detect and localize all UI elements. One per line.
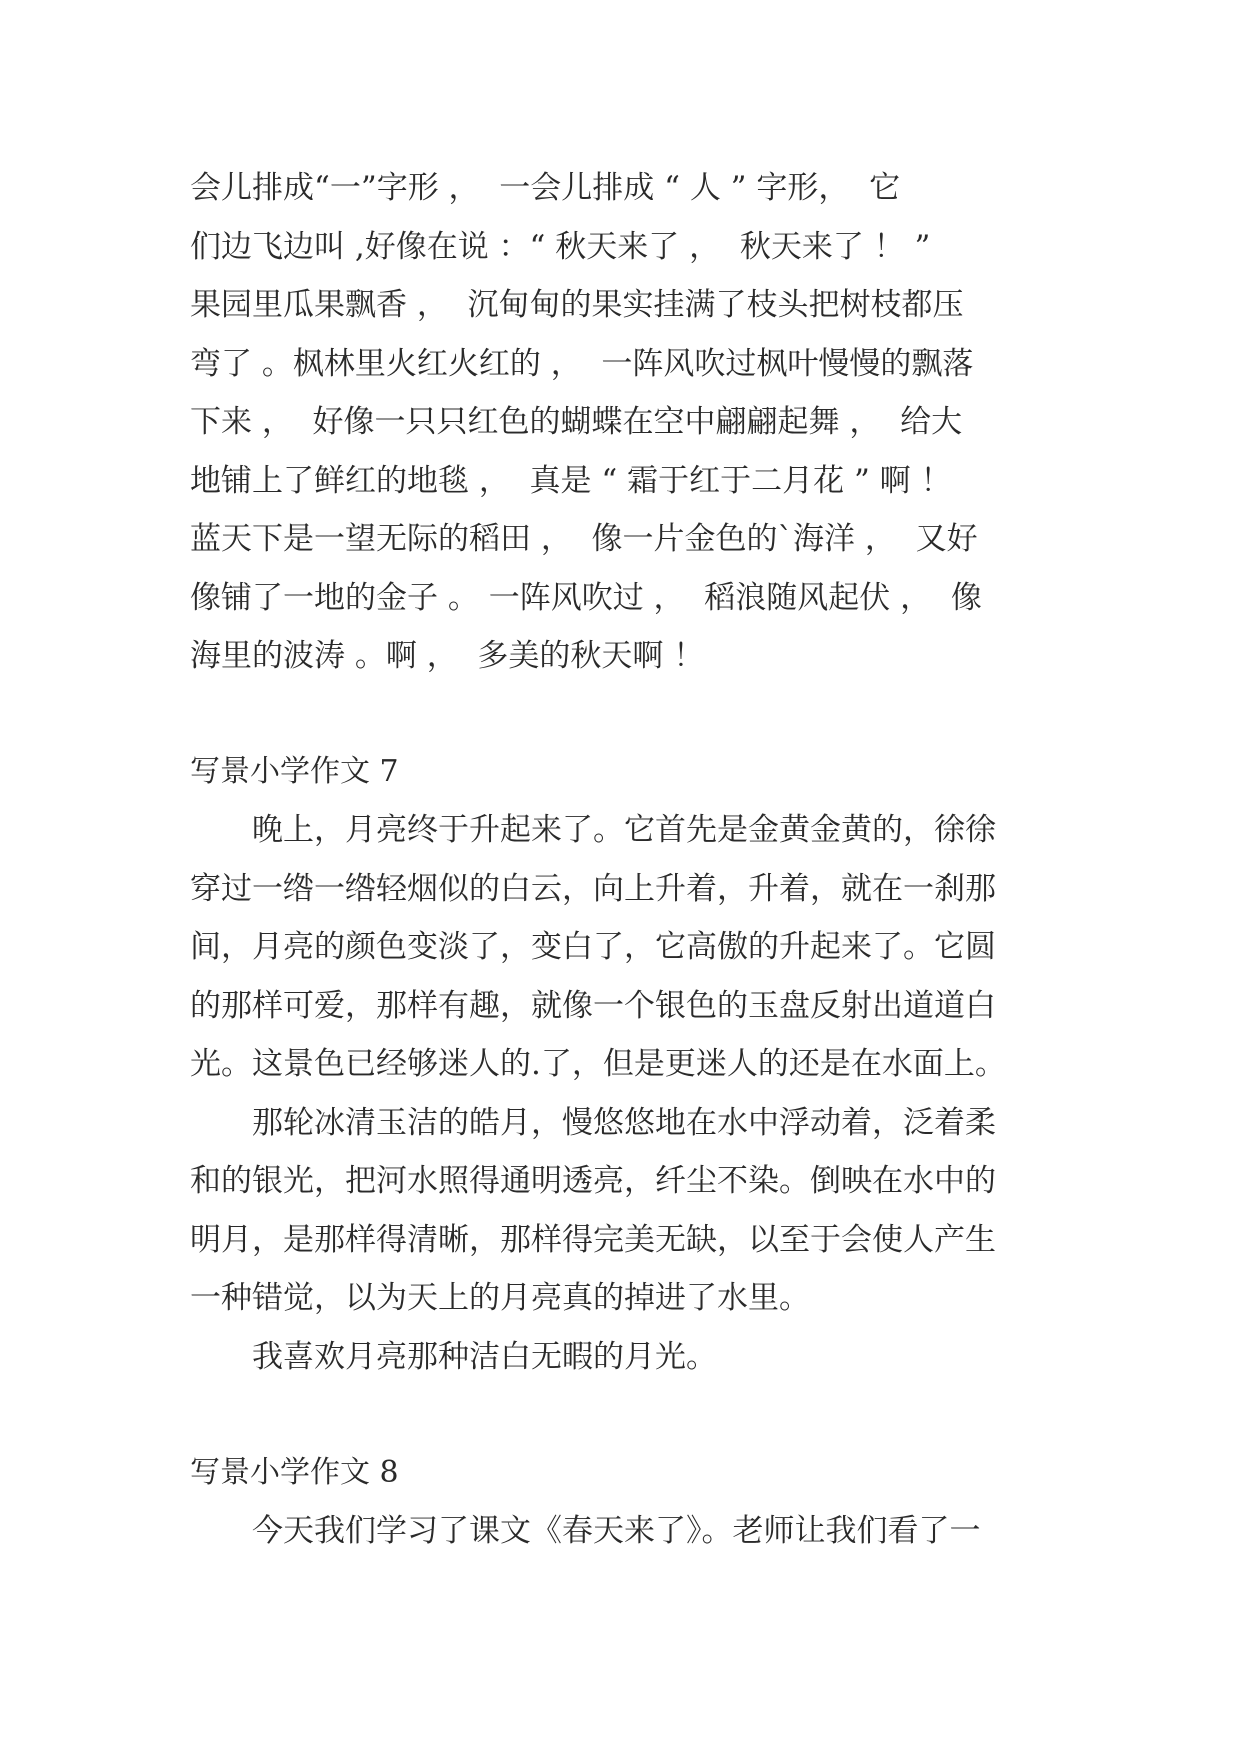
paragraph-line: 弯了 。枫林里火红火红的 ， 一阵风吹过枫叶慢慢的飘落: [190, 346, 974, 382]
section-heading: 写景小学作文 7: [190, 754, 399, 789]
paragraph-line: 间，月亮的颜色变淡了，变白了，它高傲的升起来了。它圆: [190, 929, 996, 965]
section-heading: 写景小学作文 8: [190, 1455, 399, 1490]
paragraph-line: 那轮冰清玉洁的皓月，慢悠悠地在水中浮动着，泛着柔: [190, 1105, 996, 1141]
paragraph-line: 蓝天下是一望无际的稻田 ， 像一片金色的`海洋 ， 又好: [190, 521, 978, 557]
paragraph-line: 下来 ， 好像一只只红色的蝴蝶在空中翩翩起舞 ， 给大: [190, 404, 963, 440]
paragraph-line: 今天我们学习了课文《春天来了》。老师让我们看了一: [190, 1513, 981, 1549]
paragraph-line: 明月，是那样得清晰，那样得完美无缺，以至于会使人产生: [190, 1222, 996, 1258]
paragraph-line: 光。这景色已经够迷人的.了，但是更迷人的还是在水面上。: [190, 1046, 1006, 1082]
paragraph-line: 一种错觉，以为天上的月亮真的掉进了水里。: [190, 1280, 810, 1316]
paragraph-line: 海里的波涛 。啊 ， 多美的秋天啊 ！: [190, 638, 705, 674]
paragraph-line: 会儿排成“一”字形 ， 一会儿排成 “ 人 ” 字形， 它: [190, 170, 901, 206]
paragraph-line: 和的银光，把河水照得通明透亮，纤尘不染。倒映在水中的: [190, 1163, 996, 1199]
paragraph-line: 我喜欢月亮那种洁白无暇的月光。: [190, 1339, 717, 1375]
paragraph-line: 晚上，月亮终于升起来了。它首先是金黄金黄的，徐徐: [190, 812, 996, 848]
paragraph-line: 地铺上了鲜红的地毯 ， 真是 “ 霜于红于二月花 ” 啊 ！: [190, 463, 952, 499]
paragraph-line: 像铺了一地的金子 。 一阵风吹过 ， 稻浪随风起伏 ， 像: [190, 580, 982, 616]
paragraph-line: 的那样可爱，那样有趣，就像一个银色的玉盘反射出道道白: [190, 988, 996, 1024]
paragraph-line: 们边飞边叫 ,好像在说 ：“ 秋天来了 ， 秋天来了 ！ ”: [190, 229, 931, 265]
paragraph-line: 果园里瓜果飘香 ， 沉甸甸的果实挂满了枝头把树枝都压: [190, 287, 964, 323]
paragraph-line: 穿过一绺一绺轻烟似的白云，向上升着，升着，就在一刹那: [190, 871, 996, 907]
